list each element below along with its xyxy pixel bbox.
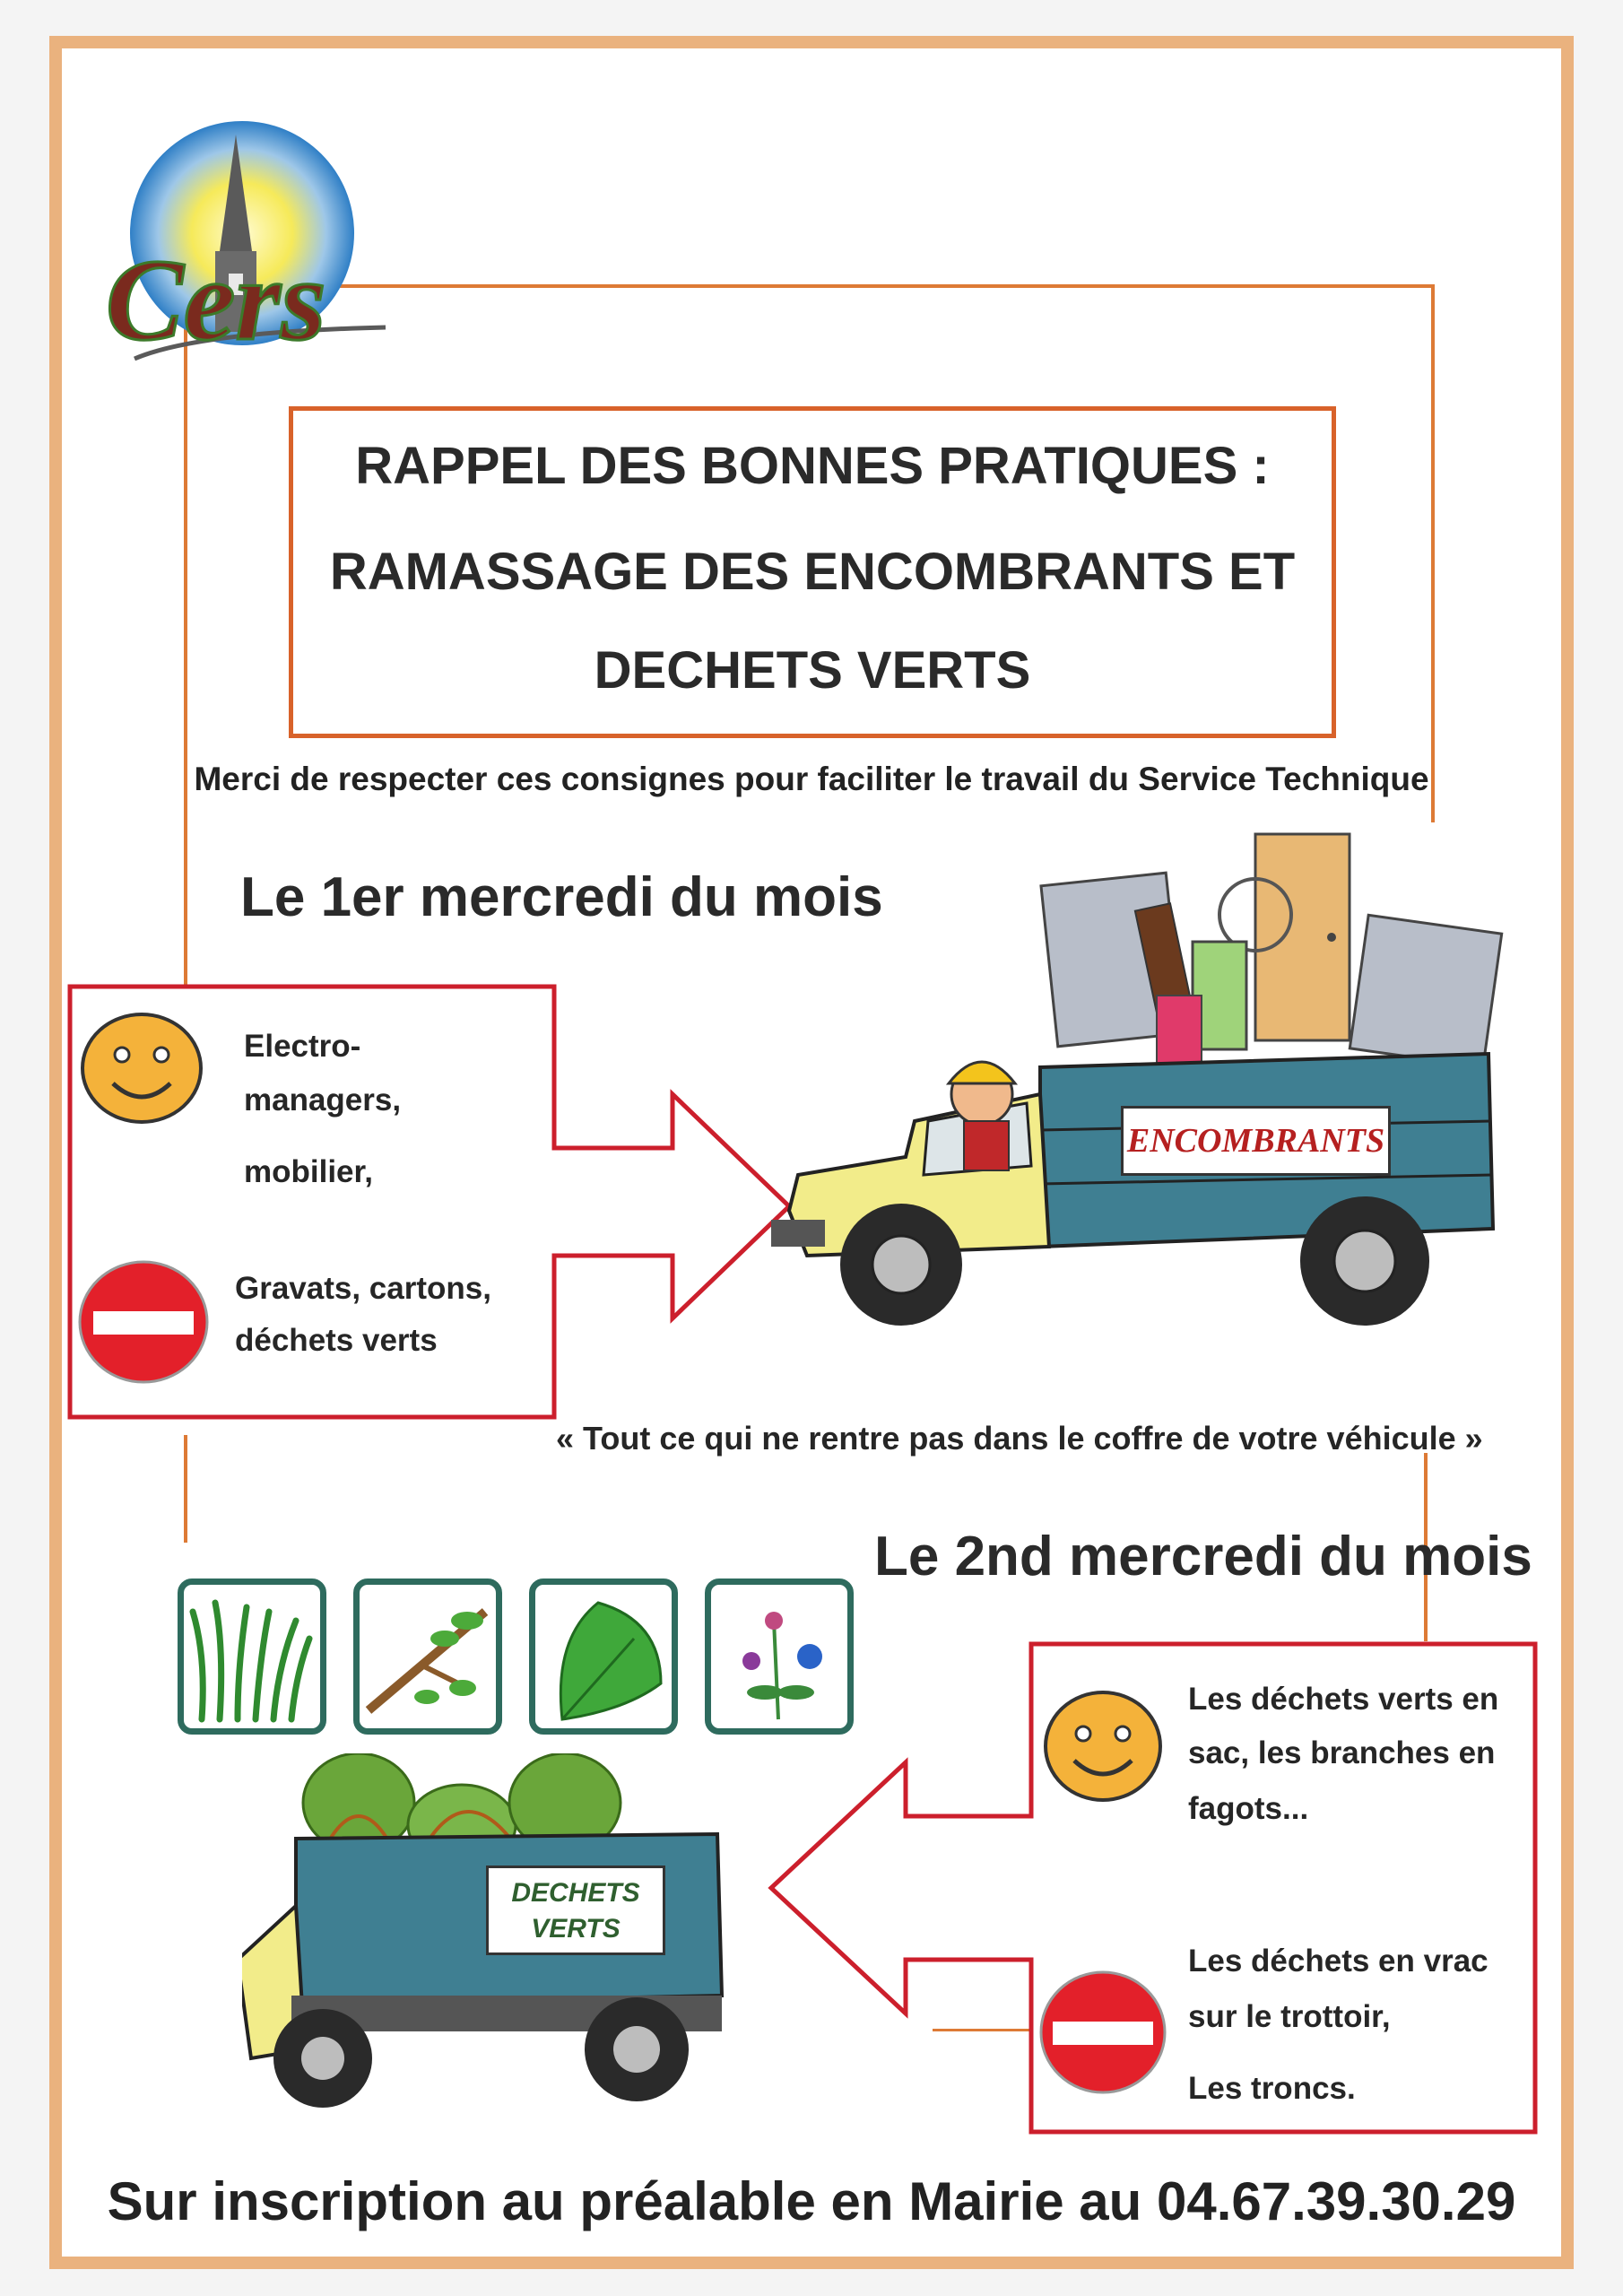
frame-line-left-lower [184, 1435, 187, 1543]
section2-forbidden-line3: Les troncs. [1188, 2071, 1356, 2106]
title-line-1: RAPPEL DES BONNES PRATIQUES : [355, 437, 1270, 495]
section1-quote: « Tout ce qui ne rentre pas dans le coffre de votre véhicule » [556, 1420, 1483, 1457]
title-line-2: RAMASSAGE DES ENCOMBRANTS ET [329, 543, 1296, 601]
subtitle: Merci de respecter ces consignes pour faciliter le travail du Service Technique [194, 761, 1429, 797]
section2-forbidden-line1: Les déchets en vrac [1188, 1944, 1488, 1979]
cers-logo [90, 117, 412, 395]
section2-smiley-icon [1042, 1689, 1164, 1804]
section1-no-entry-icon [77, 1259, 210, 1385]
encombrants-label: ENCOMBRANTS [1121, 1106, 1391, 1176]
section2-allowed-line3: fagots... [1188, 1791, 1309, 1826]
logo-text: Cers [106, 236, 326, 365]
title-box [289, 406, 1336, 738]
footer-contact: Sur inscription au préalable en Mairie au 04.67.39.30.29 [107, 2171, 1516, 2231]
grass-icon [178, 1578, 326, 1735]
section2-allowed-line1: Les déchets verts en [1188, 1682, 1499, 1717]
section2-no-entry-icon [1038, 1970, 1167, 2095]
branch-icon [353, 1578, 502, 1735]
section1-heading: Le 1er mercredi du mois [240, 866, 883, 928]
section2-allowed-line2: sac, les branches en [1188, 1735, 1496, 1770]
section1-forbidden-line2: déchets verts [235, 1323, 438, 1358]
dechets-verts-label-line1: DECHETS [511, 1878, 640, 1908]
section1-allowed-line1: Electro- [244, 1029, 361, 1064]
section1-allowed-line2: managers, [244, 1083, 402, 1118]
encombrants-truck [771, 825, 1506, 1408]
section1-smiley-icon [79, 1010, 204, 1126]
dechets-verts-label [486, 1866, 665, 1955]
section2-forbidden-line2: sur le trottoir, [1188, 1999, 1391, 2034]
dechets-verts-label-line2: VERTS [531, 1914, 621, 1944]
title-line-3: DECHETS VERTS [594, 641, 1031, 700]
section1-allowed-line3: mobilier, [244, 1154, 373, 1189]
leaf-icon [529, 1578, 678, 1735]
dechets-verts-truck [242, 1753, 753, 2121]
section1-forbidden-line1: Gravats, cartons, [235, 1271, 491, 1306]
section2-heading: Le 2nd mercredi du mois [874, 1526, 1532, 1587]
frame-line-right-upper [1431, 284, 1435, 822]
